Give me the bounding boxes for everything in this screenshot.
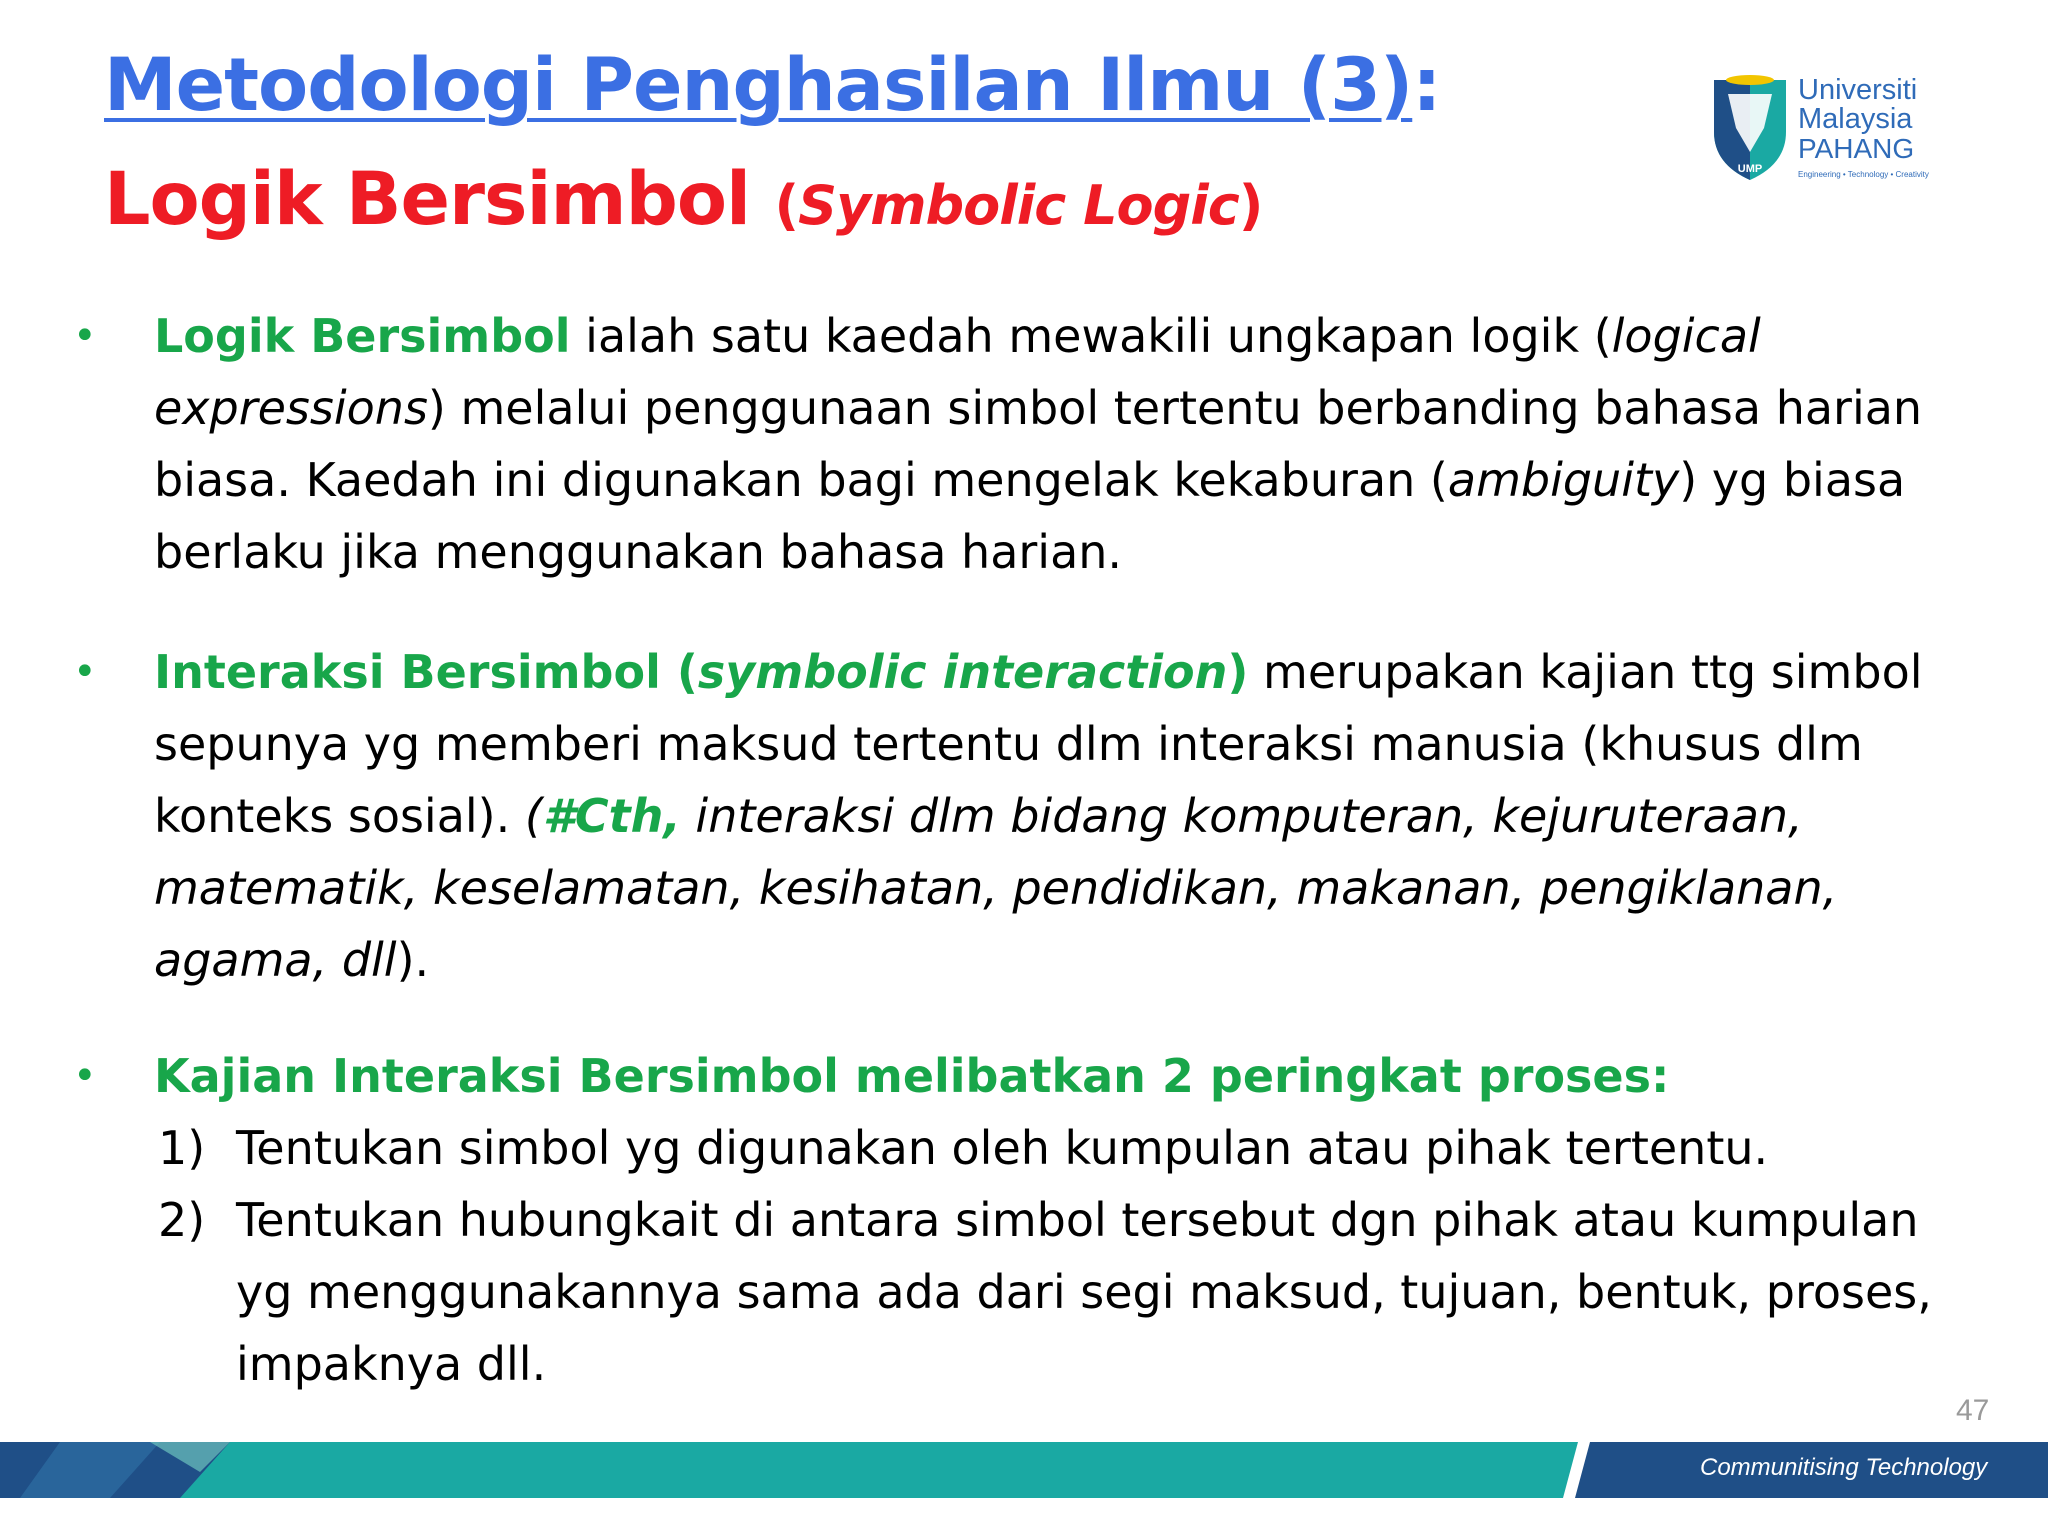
university-crest-icon xyxy=(1708,72,1792,182)
english-term: symbolic interaction xyxy=(697,645,1228,699)
bullet-text: merupakan kajian ttg simbol sepunya yg memberi maksud tertentu dlm interaksi manusia (khusus dlm konteks sosial). xyxy=(154,645,1923,843)
process-steps xyxy=(154,1112,1948,1400)
bullet-marker: • xyxy=(73,313,97,359)
paren-open: ( xyxy=(774,174,799,237)
term-text: ) xyxy=(1227,645,1249,699)
page-number: 47 xyxy=(1956,1394,1990,1427)
bullet-text: ialah satu kaedah mewakili ungkapan logik ( xyxy=(570,309,1612,363)
bullet-symbolic-logic xyxy=(68,300,1948,588)
paren-close: ) xyxy=(1238,174,1263,237)
step-number: 1) xyxy=(158,1121,206,1175)
bullet-marker: • xyxy=(73,1053,97,1099)
example-tag: #Cth, xyxy=(542,789,681,843)
university-name xyxy=(1798,76,1917,163)
bullet-study-process xyxy=(68,1040,1948,1400)
bullet-symbolic-interaction xyxy=(68,636,1948,996)
footer-tagline: Communitising Technology xyxy=(1700,1454,1988,1481)
university-logo xyxy=(1708,72,1948,182)
slide-content xyxy=(68,300,1948,1400)
university-tagline: Engineering • Technology • Creativity xyxy=(1798,170,1929,179)
slide-subtitle-english xyxy=(774,174,1262,237)
slide-title-main: Metodologi Penghasilan Ilmu (3) xyxy=(104,43,1413,128)
step-number: 2) xyxy=(158,1193,206,1247)
slide-subtitle-main: Logik Bersimbol xyxy=(104,157,751,242)
process-step xyxy=(154,1184,1948,1400)
term-text: Interaksi Bersimbol ( xyxy=(154,645,698,699)
slide-title-colon: : xyxy=(1412,43,1441,128)
english-term: logical expressions xyxy=(154,309,1761,435)
example-list: interaksi dlm bidang komputeran, kejuruteraan, matematik, keselamatan, kesihatan, pendidikan, makanan, pengiklanan, agama, dll xyxy=(154,789,1838,987)
english-term: ambiguity xyxy=(1447,453,1680,507)
term-logik-bersimbol: Logik Bersimbol xyxy=(154,309,571,363)
university-name-line2: Malaysia xyxy=(1798,103,1913,135)
university-name-line3: PAHANG xyxy=(1798,133,1915,164)
english-term: Symbolic Logic xyxy=(798,174,1239,237)
term-interaksi-bersimbol xyxy=(154,645,1248,699)
paren-close: ). xyxy=(396,933,430,987)
slide-title xyxy=(104,44,1440,128)
bullet-marker: • xyxy=(73,649,97,695)
svg-text:UMP: UMP xyxy=(1737,163,1763,175)
step-text: Tentukan hubungkait di antara simbol tersebut dgn pihak atau kumpulan yg menggunakannya sama ada dari segi maksud, tujuan, bentuk, proses, impaknya dll. xyxy=(236,1193,1932,1391)
process-step xyxy=(154,1112,1948,1184)
university-name-line1: Universiti xyxy=(1798,74,1918,106)
process-heading: Kajian Interaksi Bersimbol melibatkan 2 peringkat proses: xyxy=(154,1049,1670,1103)
slide-subtitle xyxy=(104,158,1262,242)
bullet-text: ) yg biasa berlaku jika menggunakan bahasa harian. xyxy=(154,453,1906,579)
step-text: Tentukan simbol yg digunakan oleh kumpulan atau pihak tertentu. xyxy=(236,1121,1769,1175)
paren-open: ( xyxy=(524,789,543,843)
bullet-text: ) melalui penggunaan simbol tertentu berbanding bahasa harian biasa. Kaedah ini digunakan bagi mengelak kekaburan ( xyxy=(154,381,1923,507)
